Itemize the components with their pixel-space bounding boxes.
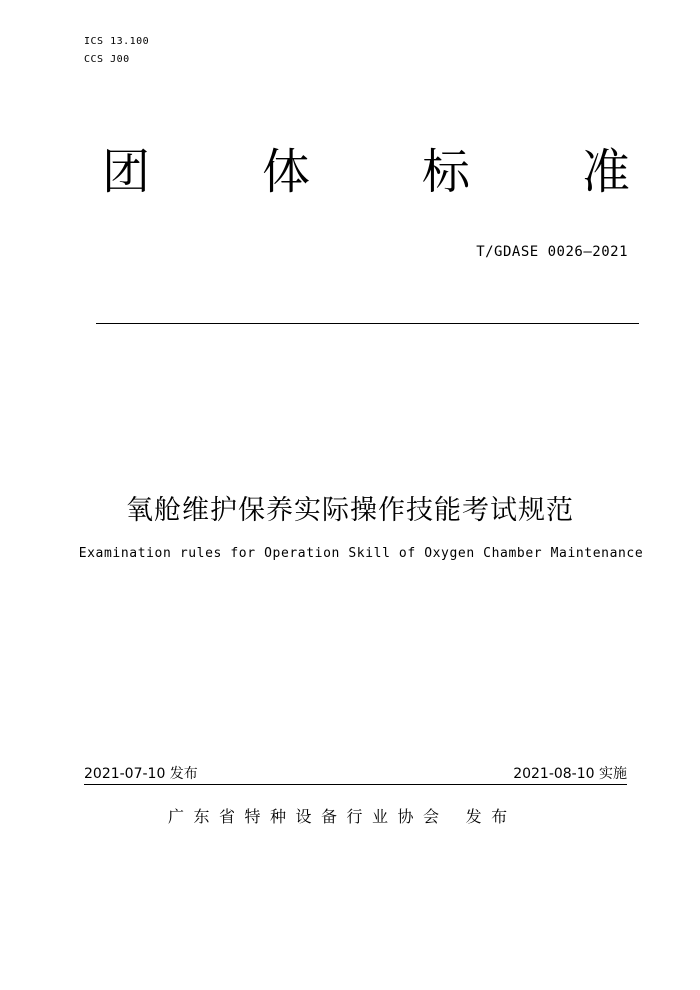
publish-label: 发布 <box>465 807 517 826</box>
standard-type-heading <box>96 142 636 202</box>
implementation-date: 2021-08-10 实施 <box>513 766 627 782</box>
standard-type-char: 团 <box>101 144 150 200</box>
standard-type-char: 准 <box>581 144 630 200</box>
dates-row <box>84 766 627 785</box>
issue-date: 2021-07-10 发布 <box>84 766 198 782</box>
publisher-line <box>168 804 517 827</box>
header-divider <box>96 323 639 324</box>
ics-code: ICS 13.100 <box>84 36 150 47</box>
publisher-name: 广东省特种设备行业协会 <box>168 807 449 826</box>
standard-type-char: 标 <box>421 144 470 200</box>
ccs-code: CCS J00 <box>84 54 130 65</box>
title-chinese: 氧舱维护保养实际操作技能考试规范 <box>126 495 574 526</box>
standard-number: T/GDASE 0026—2021 <box>476 244 628 260</box>
title-english: Examination rules for Operation Skill of Oxygen Chamber Maintenance <box>78 546 644 561</box>
standard-type-char: 体 <box>261 144 310 200</box>
